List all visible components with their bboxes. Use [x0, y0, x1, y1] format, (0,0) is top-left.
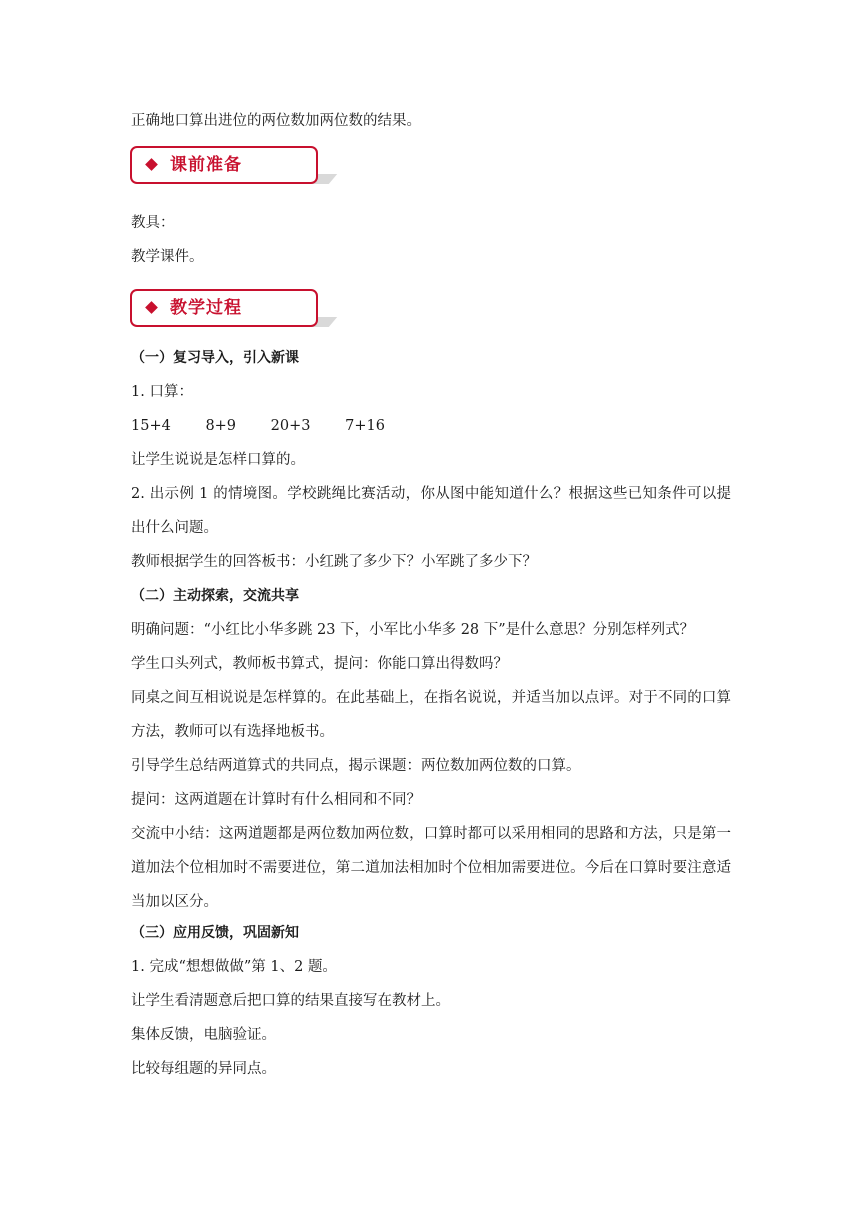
- section3-p4: 比较每组题的异同点。: [131, 1061, 276, 1077]
- diamond-icon: [145, 301, 158, 314]
- tools-value: 教学课件。: [131, 249, 204, 265]
- section1-heading: （一）复习导入，引入新课: [131, 350, 299, 366]
- board-line: 教师根据学生的回答板书：小红跳了多少下？小军跳了多少下？: [131, 554, 537, 570]
- item2-paragraph: 2. 出示例 1 的情境图。学校跳绳比赛活动，你从图中能知道什么？根据这些已知条件可以提出什么问题。: [131, 486, 731, 536]
- banner-box: [130, 146, 318, 184]
- section2-p3: 同桌之间互相说说是怎样算的。在此基础上，在指名说说，并适当加以点评。对于不同的口算方法，教师可以有选择地板书。: [131, 690, 731, 740]
- problem-item: 15+4: [131, 418, 171, 434]
- section3-p1: 1. 完成“想想做做”第 1、2 题。: [131, 959, 337, 975]
- banner-process-label: 教学过程: [170, 298, 242, 318]
- section3-p3: 集体反馈，电脑验证。: [131, 1027, 276, 1043]
- banner-box: [130, 289, 318, 327]
- banner-prep-label: 课前准备: [170, 155, 242, 175]
- section3-p2: 让学生看清题意后把口算的结果直接写在教材上。: [131, 993, 450, 1009]
- section2-p5: 提问：这两道题在计算时有什么相同和不同？: [131, 792, 421, 808]
- problem-item: 8+9: [205, 418, 237, 434]
- section3-heading: （三）应用反馈，巩固新知: [131, 925, 299, 941]
- problem-list: [131, 409, 731, 443]
- banner-process: [130, 289, 318, 327]
- banner-prep: [130, 146, 318, 184]
- problem-item: 7+16: [345, 418, 385, 434]
- section2-p6: 交流中小结：这两道题都是两位数加两位数，口算时都可以采用相同的思路和方法，只是第一道加法个位相加时不需要进位，第二道加法相加时个位相加需要进位。今后在口算时要注意适当加以区分。: [131, 826, 731, 910]
- problem-item: 20+3: [270, 418, 311, 434]
- ask-line: 让学生说说是怎样口算的。: [131, 452, 305, 468]
- section2-p2: 学生口头列式，教师板书算式，提问：你能口算出得数吗？: [131, 656, 508, 672]
- intro-line: 正确地口算出进位的两位数加两位数的结果。: [131, 113, 421, 129]
- tools-label: 教具：: [131, 215, 175, 231]
- section2-heading: （二）主动探索，交流共享: [131, 588, 299, 604]
- item1-label: 1. 口算：: [131, 384, 193, 400]
- section2-p4: 引导学生总结两道算式的共同点，揭示课题：两位数加两位数的口算。: [131, 758, 581, 774]
- section2-p1: 明确问题：“小红比小华多跳 23 下，小军比小华多 28 下”是什么意思？分别怎样列式？: [131, 622, 695, 638]
- diamond-icon: [145, 158, 158, 171]
